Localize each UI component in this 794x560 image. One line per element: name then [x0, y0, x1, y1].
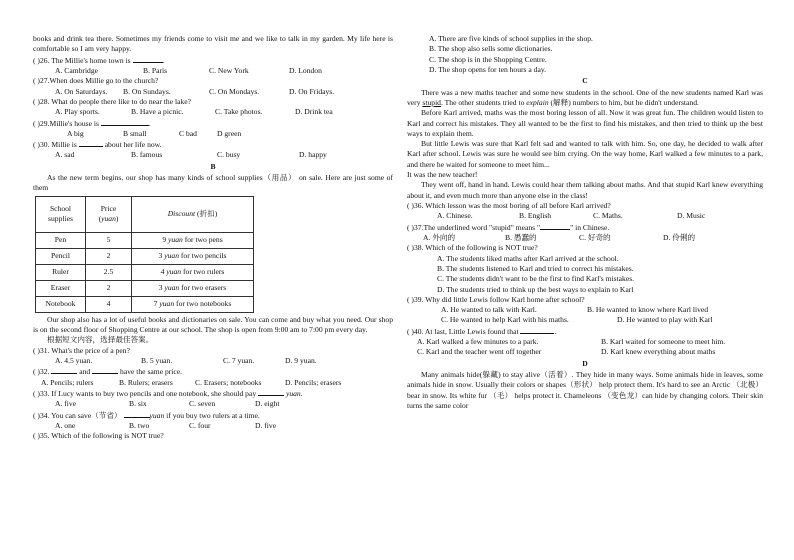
option-d[interactable]: D. The shop opens for ten hours a day.	[429, 64, 547, 74]
question-28: ( )28. What do people there like to do near the lake?	[33, 96, 192, 106]
option-d[interactable]: D. Pencils; erasers	[285, 377, 342, 387]
option-c[interactable]: C. The students didn't want to be the first to find Karl's mistakes.	[437, 274, 635, 284]
options-36	[407, 211, 763, 221]
cell-discount: 4 yuan for two rulers	[132, 264, 254, 280]
passage-c-p4: They went off, hand in hand. Lewis could hear them talking about maths. And that stupid Karl knew everything about it, and even much more than anyone else in the class!	[407, 180, 763, 200]
option-b[interactable]: B. The shop also sells some dictionaries.	[429, 44, 553, 54]
option-a[interactable]: A. On Saturdays.	[55, 86, 108, 96]
option-d[interactable]: D. eight	[255, 399, 280, 409]
cell-price: 4	[86, 296, 132, 312]
options-38	[407, 254, 763, 295]
answer-blank[interactable]	[51, 366, 77, 374]
left-column	[33, 34, 393, 441]
option-b[interactable]: B. famous	[131, 150, 163, 160]
option-a[interactable]: A. Chinese.	[437, 211, 473, 221]
options-27	[33, 87, 393, 97]
option-a[interactable]: A. five	[55, 399, 77, 409]
option-a[interactable]: A. The students liked maths after Karl arrived at the school.	[437, 253, 619, 263]
option-b[interactable]: B. 5 yuan.	[141, 355, 173, 365]
option-b[interactable]: B. Rulers; erasers	[119, 377, 173, 387]
option-a[interactable]: A. Play sports.	[55, 107, 100, 117]
option-a[interactable]: A. Cambridge	[55, 65, 99, 75]
passage-a-ending: books and drink tea there. Sometimes my friends come to visit me and we like to talk in my garden. My life here is comfortable so I am very happy.	[33, 34, 393, 54]
cell-discount: 3 yuan for two pencils	[132, 248, 254, 264]
options-28	[33, 107, 393, 117]
option-a[interactable]: A. There are five kinds of school supplies in the shop.	[429, 34, 593, 43]
option-a[interactable]: A. one	[55, 420, 76, 430]
section-c-heading: C	[582, 76, 588, 86]
options-29	[33, 129, 393, 139]
passage-b-after: Our shop also has a lot of useful books and dictionaries on sale. You can come and buy what you need. Our shop is on the second floor of Shopping Centre at our school. The shop is open from 9:00 am to 7:00 pm every day.	[33, 314, 393, 334]
passage-c-p1: There was a new maths teacher and some new students in the school. One of the new students named Karl was very stupid. The other students tried to explain (解释) numbers to him, but he didn't understand.	[407, 87, 763, 107]
options-40-row1	[407, 337, 763, 347]
options-39-row1	[407, 305, 763, 315]
cell-price: 2	[86, 280, 132, 296]
option-d[interactable]: D green	[217, 128, 242, 138]
option-a[interactable]: A. sad	[55, 150, 75, 160]
option-a[interactable]: A. Karl walked a few minutes to a park.	[417, 337, 539, 347]
header-supplies: School supplies	[36, 196, 86, 232]
option-c[interactable]: C. Take photos.	[215, 107, 263, 117]
option-d[interactable]: D. He wanted to play with Karl	[617, 315, 713, 325]
cell-item: Ruler	[36, 264, 86, 280]
option-c[interactable]: C. He wanted to help Karl with his maths.	[441, 315, 569, 325]
question-33: ( )33. If Lucy wants to buy two pencils and one notebook, she should pay yuan.	[33, 388, 303, 398]
cell-item: Notebook	[36, 296, 86, 312]
option-d[interactable]: D. five	[255, 420, 277, 430]
option-b[interactable]: B. two	[129, 420, 150, 430]
question-38: ( )38. Which of the following is NOT true?	[407, 243, 538, 253]
question-27: ( )27.When does Millie go to the church?	[33, 76, 159, 86]
option-a[interactable]: A. Pencils; rulers	[41, 377, 94, 387]
option-d[interactable]: D. Karl knew everything about maths	[601, 347, 716, 357]
table-row	[36, 232, 254, 248]
cell-item: Eraser	[36, 280, 86, 296]
underlined-word: stupid	[422, 97, 441, 107]
option-b[interactable]: B. six	[129, 399, 147, 409]
option-a[interactable]: A big	[67, 128, 84, 138]
option-c[interactable]: C. New York	[209, 65, 249, 75]
option-b[interactable]: B. Karl waited for someone to meet him.	[601, 337, 726, 347]
answer-blank[interactable]	[101, 118, 149, 126]
option-b[interactable]: B small	[123, 128, 147, 138]
cell-discount: 3 yuan for two erasers	[132, 280, 254, 296]
options-31	[33, 356, 393, 366]
question-39: ( )39. Why did little Lewis follow Karl home after school?	[407, 294, 585, 304]
question-29: ( )29.Millie's house is .	[33, 118, 151, 128]
option-c[interactable]: C. four	[189, 420, 211, 430]
cell-discount: 7 yuan for two notebooks	[132, 296, 254, 312]
answer-blank[interactable]	[520, 326, 554, 334]
table-row	[36, 248, 254, 264]
passage-d-p1: Many animals hide(躲藏) to stay alive（活着）. They hide in many ways. Some animals hide in leaves, some animals hide in snow. Usually their colors or shapes（形状） help protect them. It's hard to see an Arctic （北极）bear in snow. Its white fur （毛） helps protect it. Chameleons （变色龙）can hide by changing colors. Their skin turns the same color	[407, 370, 763, 410]
options-40-row2	[407, 347, 763, 357]
option-a[interactable]: A. He wanted to talk with Karl.	[441, 305, 537, 315]
passage-c-p3-end: It was the new teacher!	[407, 170, 478, 180]
option-c[interactable]: C. busy	[217, 150, 241, 160]
option-b[interactable]: B. On Sundays.	[123, 86, 171, 96]
cell-item: Pen	[36, 232, 86, 248]
question-31: ( )31. What's the price of a pen?	[33, 345, 130, 355]
option-b[interactable]: B. Have a picnic.	[131, 107, 184, 117]
option-b[interactable]: B. The students listened to Karl and tried to correct his mistakes.	[437, 263, 634, 273]
question-35: ( )35. Which of the following is NOT true?	[33, 431, 164, 441]
section-d-heading: D	[582, 358, 588, 368]
options-26	[33, 66, 393, 76]
options-30	[33, 150, 393, 160]
passage-c-p3: But little Lewis was sure that Karl felt sad and wanted to talk with him. So, one day, he decided to walk after Karl after school. Lewis was sure he would see him crying. On the way home, Karl walked a few minutes to a park, and there he waited for someone to meet him...	[407, 139, 763, 169]
option-c[interactable]: C. seven	[189, 399, 216, 409]
option-d[interactable]: D. 伶俐的	[663, 232, 696, 242]
answer-blank[interactable]	[540, 222, 570, 230]
section-b-heading: B	[210, 161, 216, 171]
option-c[interactable]: C. On Mondays.	[209, 86, 260, 96]
question-36: ( )36. Which lesson was the most boring of all before Karl arrived?	[407, 201, 611, 210]
cell-item: Pencil	[36, 248, 86, 264]
right-column	[407, 34, 763, 411]
question-26: ( )26. The Millie's home town is .	[33, 55, 165, 65]
option-d[interactable]: D. 9 yuan.	[285, 355, 317, 365]
option-b[interactable]: B. 愚蠢的	[505, 232, 537, 242]
cell-price: 2	[86, 248, 132, 264]
option-d[interactable]: D. On Fridays.	[289, 86, 335, 96]
question-34: ( )34. You can save（节省） yuan if you buy two rulers at a time.	[33, 410, 260, 420]
option-a[interactable]: A. 4.5 yuan.	[55, 355, 93, 365]
cell-price: 5	[86, 232, 132, 248]
option-c[interactable]: C. Maths.	[593, 211, 623, 221]
option-b[interactable]: B. He wanted to know where Karl lived	[587, 305, 709, 315]
options-33	[33, 399, 393, 409]
options-35	[407, 34, 763, 75]
option-b[interactable]: B. Paris	[143, 65, 168, 75]
option-c[interactable]: C. 7 yuan.	[223, 355, 255, 365]
header-price: Price (yuan)	[86, 196, 132, 232]
instruction: 根据短文内容，选择最佳答案。	[47, 335, 154, 345]
answer-blank[interactable]	[124, 410, 150, 418]
question-30: ( )30. Millie is about her life now.	[33, 140, 162, 150]
table-header-row	[36, 196, 254, 232]
option-c[interactable]: C. The shop is in the Shopping Centre.	[429, 54, 547, 64]
answer-blank[interactable]	[133, 55, 163, 63]
option-a[interactable]: A. 外向的	[423, 232, 456, 242]
option-d[interactable]: D. The students tried to think up the best ways to explain to Karl	[437, 284, 634, 294]
option-b[interactable]: B. English	[519, 211, 552, 221]
option-d[interactable]: D. Drink tea	[295, 107, 333, 117]
cell-price: 2.5	[86, 264, 132, 280]
option-c[interactable]: C. Karl and the teacher went off together	[417, 347, 542, 357]
question-32: ( )32. and have the same price.	[33, 367, 183, 377]
options-37	[407, 233, 763, 243]
answer-blank[interactable]	[92, 366, 118, 374]
question-37: ( )37.The underlined word "stupid" means " " in Chinese.	[407, 222, 610, 232]
passage-c-p2: Before Karl arrived, maths was the most boring lesson of all. Now it was great fun. The children would listen to Karl and correct his mistakes. They all wanted to be the first to find his mistakes, and then tried to think up the best ways to explain them.	[407, 108, 763, 138]
passage-b-intro: As the new term begins, our shop has many kinds of school supplies（用品） on sale. Here are just some of them	[33, 173, 393, 193]
option-c[interactable]: C. 好奇的	[579, 232, 611, 242]
option-d[interactable]: D. London	[289, 65, 322, 75]
question-40: ( )40. At last, Little Lewis found that .	[407, 326, 557, 336]
answer-blank[interactable]	[79, 139, 103, 147]
options-34	[33, 421, 393, 431]
cell-discount: 9 yuan for two pens	[132, 232, 254, 248]
option-c[interactable]: C. Erasers; notebooks	[195, 377, 262, 387]
option-c[interactable]: C bad	[179, 128, 197, 138]
options-32	[33, 378, 393, 388]
option-d[interactable]: D. happy	[299, 150, 327, 160]
table-row	[36, 296, 254, 312]
table-row	[36, 280, 254, 296]
header-discount: Discount (折扣)	[132, 196, 254, 232]
options-39-row2	[407, 315, 763, 325]
option-d[interactable]: D. Music	[677, 211, 706, 221]
supplies-table	[35, 196, 254, 313]
answer-blank[interactable]	[258, 388, 284, 396]
table-row	[36, 264, 254, 280]
